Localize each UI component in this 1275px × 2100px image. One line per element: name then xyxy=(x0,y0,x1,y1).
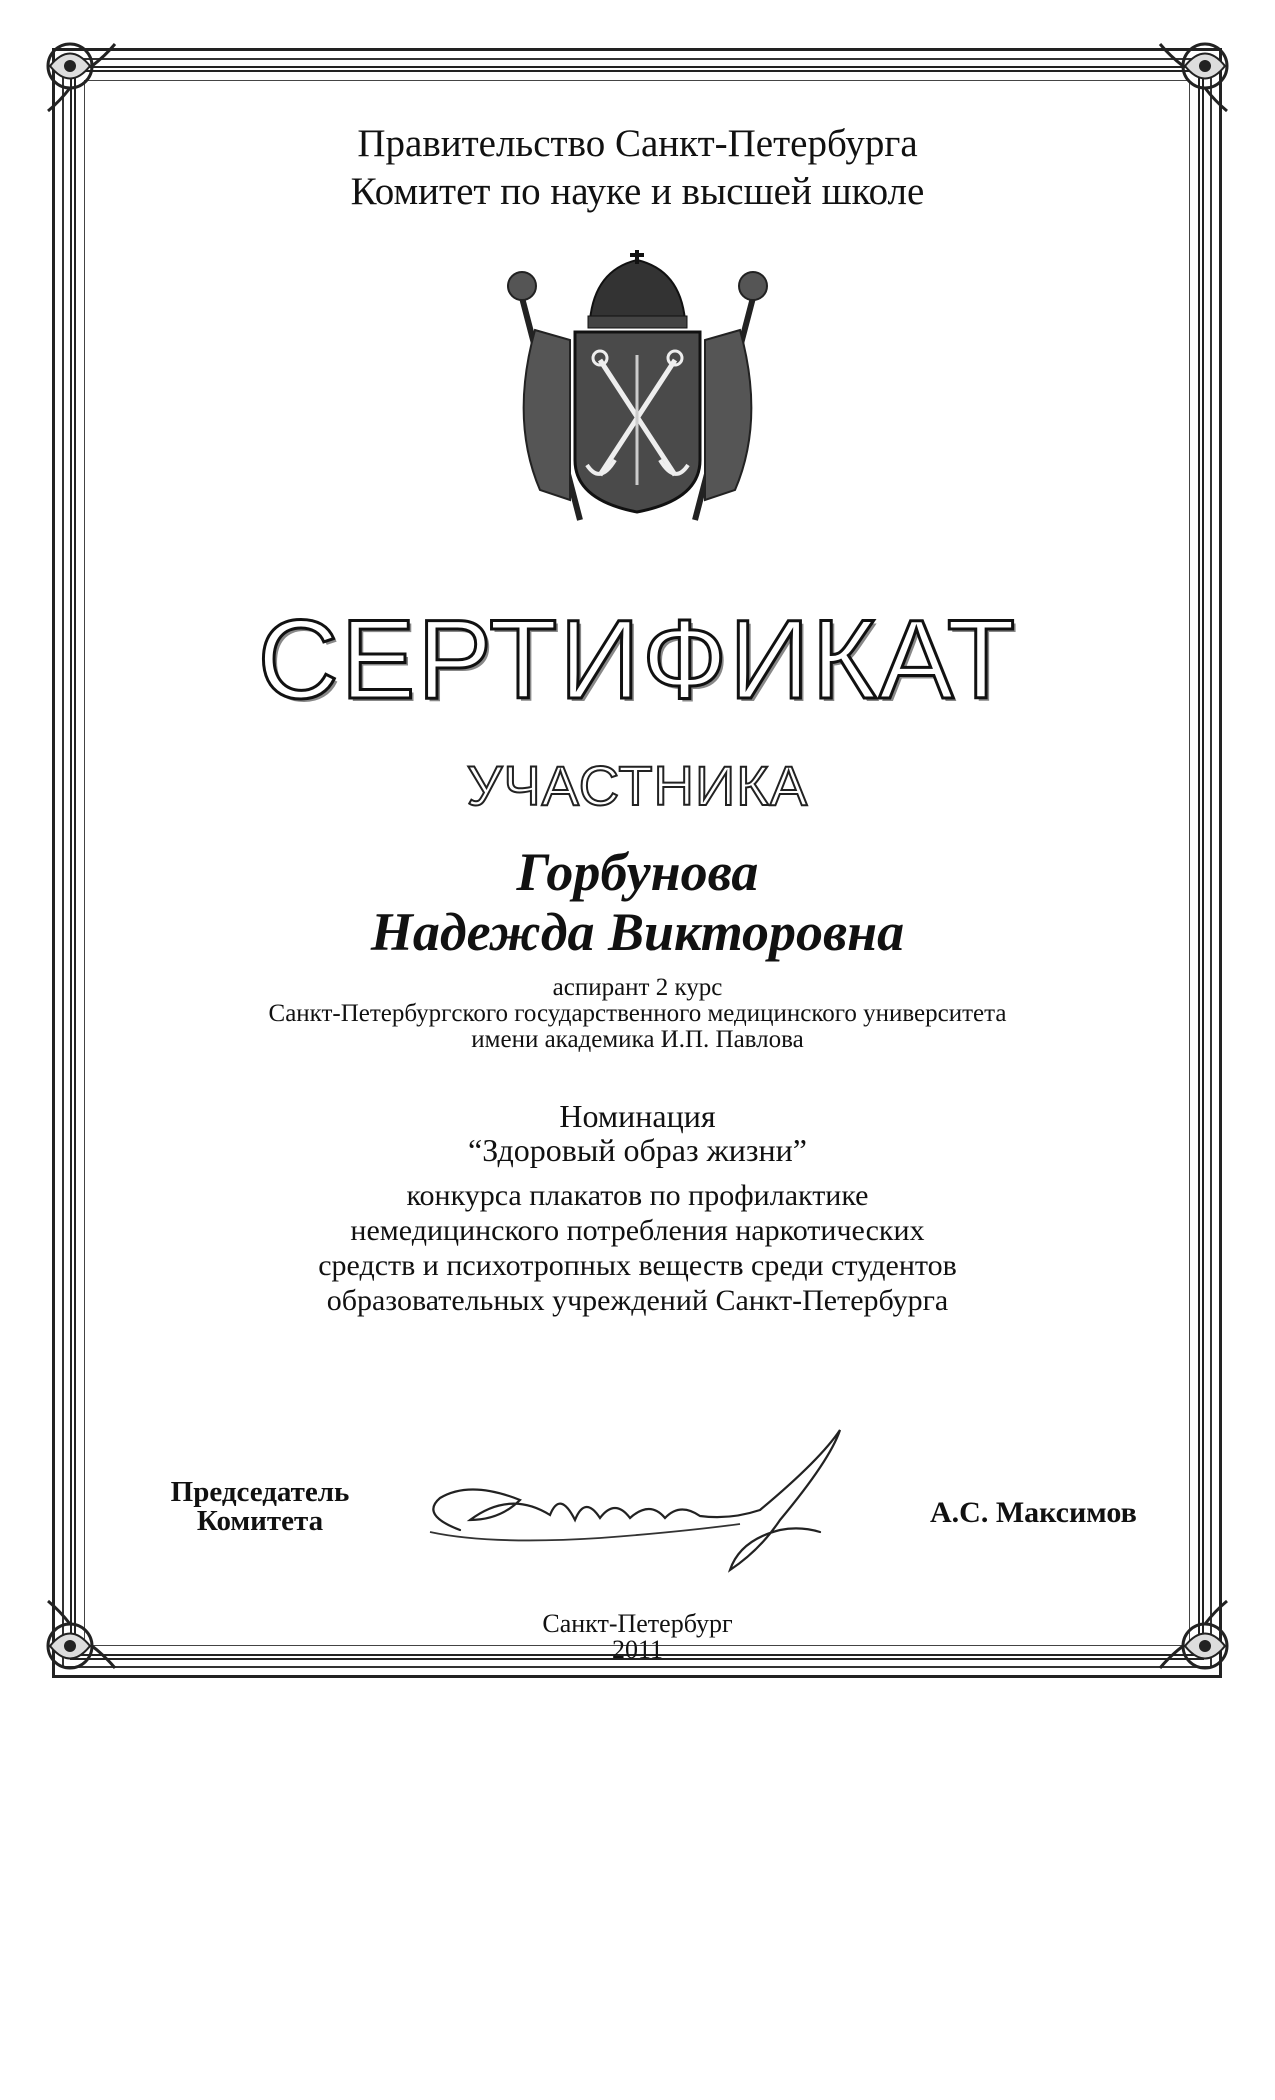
issuer-committee: Комитет по науке и высшей школе xyxy=(350,170,925,213)
handwritten-signature-icon xyxy=(400,1420,900,1580)
signatory-title-line2: Комитета xyxy=(196,1505,324,1537)
signatory-title xyxy=(140,1478,380,1536)
issuer-government: Правительство Санкт-Петербурга xyxy=(357,122,918,165)
nomination-label: Номинация xyxy=(559,1098,716,1134)
corner-ornament-icon xyxy=(40,36,120,116)
description-line: конкурса плакатов по профилактике xyxy=(406,1179,869,1212)
affiliation-line: аспирант 2 курс xyxy=(552,974,723,1001)
st-petersburg-coat-of-arms-icon xyxy=(500,250,775,540)
certificate-subtitle: УЧАСТНИКА xyxy=(466,754,809,817)
recipient-given-names: Надежда Викторовна xyxy=(370,902,905,962)
corner-ornament-icon xyxy=(1155,36,1235,116)
issue-year: 2011 xyxy=(611,1635,664,1664)
description-line: средств и психотропных веществ среди студентов xyxy=(318,1249,957,1282)
description-line: образовательных учреждений Санкт-Петербурга xyxy=(326,1284,949,1317)
nomination-name: “Здоровый образ жизни” xyxy=(468,1132,807,1168)
recipient-surname: Горбунова xyxy=(516,842,759,902)
signatory-name: А.С. Максимов xyxy=(930,1496,1137,1529)
affiliation-line: Санкт-Петербургского государственного медицинского университета xyxy=(268,1000,1007,1027)
issue-city: Санкт-Петербург xyxy=(542,1609,733,1638)
affiliation-line: имени академика И.П. Павлова xyxy=(471,1026,804,1053)
signatory-title-line1: Председатель xyxy=(170,1476,350,1508)
certificate-title: СЕРТИФИКАТ xyxy=(257,597,1018,722)
description-line: немедицинского потребления наркотических xyxy=(350,1214,925,1247)
